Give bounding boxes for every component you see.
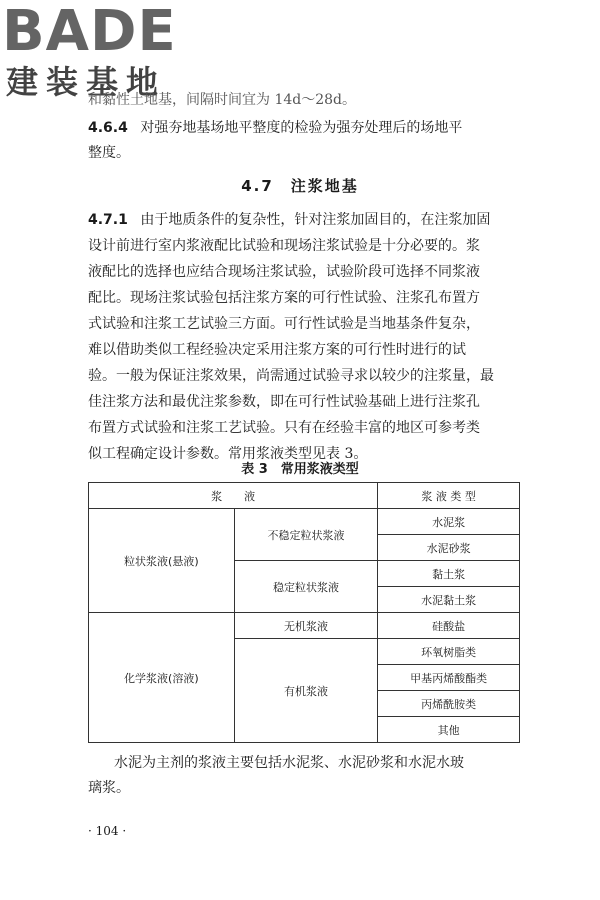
fragment-line: 和黏性土地基，间隔时间宜为 14d～28d。 (88, 92, 357, 108)
section-464-line1 (88, 117, 462, 137)
closing-line1: 水泥为主剂的浆液主要包括水泥浆、水泥砂浆和水泥水玻 (114, 755, 464, 771)
type-cell: 硅酸盐 (378, 613, 520, 639)
group1-sub1: 不稳定粒状浆液 (234, 509, 378, 561)
section-heading: 4.7 注浆地基 (241, 177, 359, 195)
table-caption: 表 3 常用浆液类型 (241, 462, 359, 477)
section-471-text9: 似工程确定设计参数。常用浆液类型见表 3。 (88, 446, 368, 462)
section-464-text2: 整度。 (88, 145, 130, 161)
closing-line2: 璃浆。 (88, 780, 130, 796)
section-471-text4: 式试验和注浆工艺试验三方面。可行性试验是当地基条件复杂， (88, 316, 480, 332)
group1-name: 粒状浆液(悬液) (89, 509, 235, 613)
section-471-text1: 设计前进行室内浆液配比试验和现场注浆试验是十分必要的。浆 (88, 238, 480, 254)
logo-subtitle: 建装基地 (6, 63, 167, 101)
table-row (89, 613, 520, 639)
section-471-text3: 配比。现场注浆试验包括注浆方案的可行性试验、注浆孔布置方 (88, 290, 480, 306)
section-471-text8: 布置方式试验和注浆工艺试验。只有在经验丰富的地区可参考类 (88, 420, 480, 436)
group2-name: 化学浆液(溶液) (89, 613, 235, 743)
section-471-line0 (88, 209, 490, 229)
header-slurry: 浆 液 (89, 483, 378, 509)
type-cell: 水泥砂浆 (378, 535, 520, 561)
page-number: · 104 · (88, 824, 127, 838)
type-cell: 环氧树脂类 (378, 639, 520, 665)
type-cell: 水泥浆 (378, 509, 520, 535)
slurry-types-table (88, 482, 520, 743)
type-cell: 其他 (378, 717, 520, 743)
table-row (89, 509, 520, 535)
section-471-text7: 佳注浆方法和最优注浆参数，即在可行性试验基础上进行注浆孔 (88, 394, 480, 410)
logo-brand: BADE (2, 0, 177, 64)
group2-sub2: 有机浆液 (234, 639, 378, 743)
section-464-number: 4.6.4 (88, 120, 128, 136)
header-type: 浆 液 类 型 (378, 483, 520, 509)
type-cell: 黏土浆 (378, 561, 520, 587)
section-471-text0: 由于地质条件的复杂性，针对注浆加固目的，在注浆加固 (140, 212, 491, 228)
section-471-text2: 液配比的选择也应结合现场注浆试验，试验阶段可选择不同浆液 (88, 264, 480, 280)
section-471-text6: 验。一般为保证注浆效果，尚需通过试验寻求以较少的注浆量，最 (88, 368, 494, 384)
type-cell: 丙烯酰胺类 (378, 691, 520, 717)
section-471-number: 4.7.1 (88, 212, 128, 228)
section-464-text1: 对强夯地基场地平整度的检验为强夯处理后的场地平 (140, 120, 463, 136)
group1-sub2: 稳定粒状浆液 (234, 561, 378, 613)
group2-sub1: 无机浆液 (234, 613, 378, 639)
type-cell: 水泥黏土浆 (378, 587, 520, 613)
section-471-text5: 难以借助类似工程经验决定采用注浆方案的可行性时进行的试 (88, 342, 466, 358)
type-cell: 甲基丙烯酸酯类 (378, 665, 520, 691)
table-header-row (89, 483, 520, 509)
